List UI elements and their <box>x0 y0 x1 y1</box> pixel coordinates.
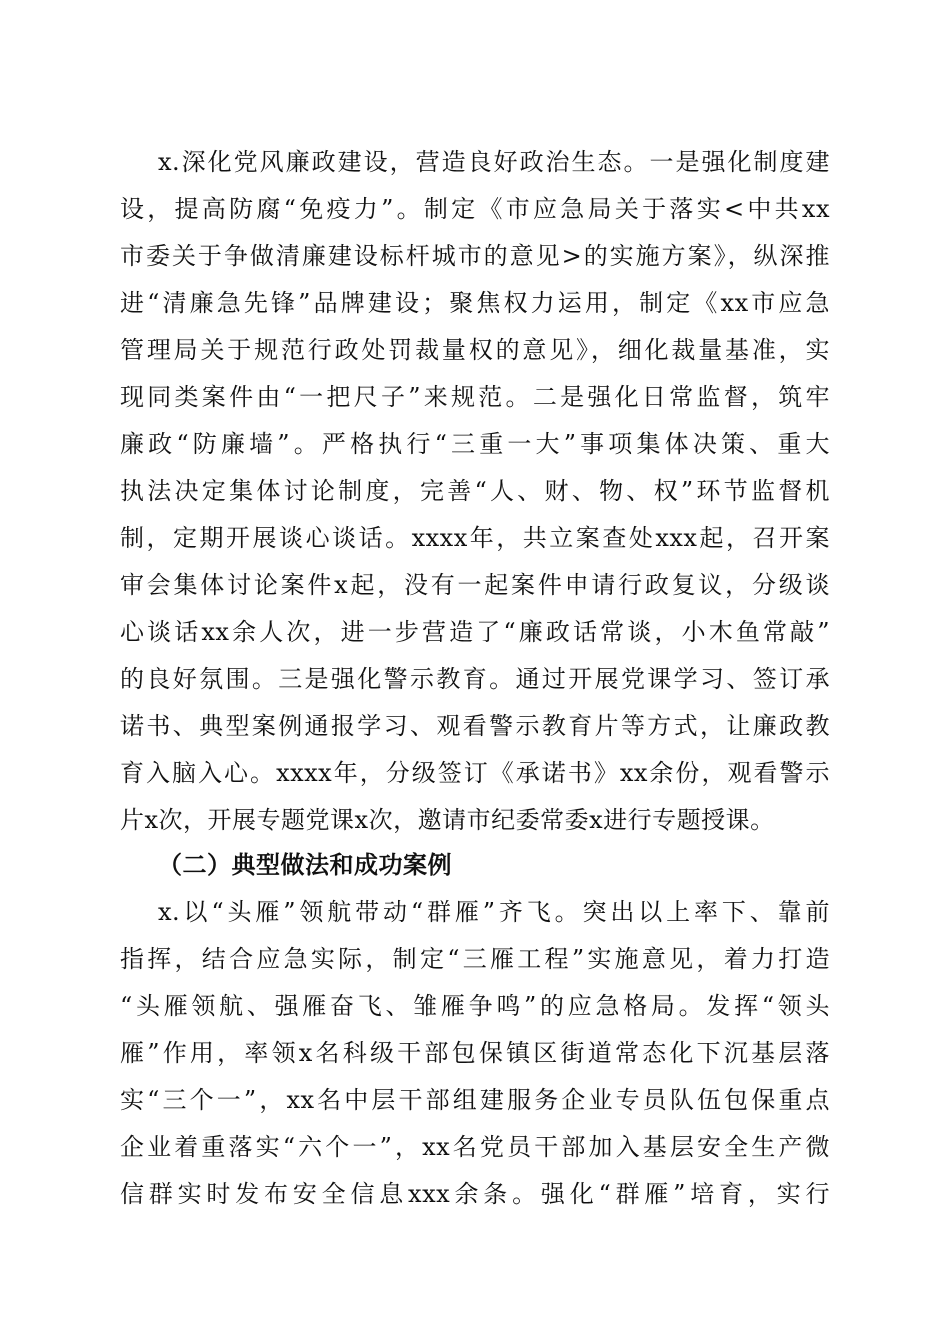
paragraph-line: 信群实时发布安全信息xxx余条。强化“群雁”培育，实行 <box>120 1180 830 1208</box>
paragraph-line: 廉政“防廉墙”。严格执行“三重一大”事项集体决策、重大 <box>120 430 830 458</box>
paragraph-line: 市委关于争做清廉建设标杆城市的意见>的实施方案》，纵深推 <box>120 242 830 270</box>
paragraph-line: 企业着重落实“六个一”，xx名党员干部加入基层安全生产微 <box>120 1133 830 1161</box>
paragraph-line: x.深化党风廉政建设，营造良好政治生态。一是强化制度建 <box>158 148 830 176</box>
paragraph-line: 育入脑入心。xxxx年，分级签订《承诺书》xx余份，观看警示 <box>120 759 830 787</box>
paragraph-line: “头雁领航、强雁奋飞、雏雁争鸣”的应急格局。发挥“领头 <box>120 992 830 1020</box>
paragraph-line: 片x次，开展专题党课x次，邀请市纪委常委x进行专题授课。 <box>120 806 775 834</box>
paragraph-line: 实“三个一”，xx名中层干部组建服务企业专员队伍包保重点 <box>120 1086 830 1114</box>
paragraph-line: 进“清廉急先锋”品牌建设；聚焦权力运用，制定《xx市应急 <box>120 289 830 317</box>
paragraph-line: 审会集体讨论案件x起，没有一起案件申请行政复议，分级谈 <box>120 571 830 599</box>
paragraph-line: 诺书、典型案例通报学习、观看警示教育片等方式，让廉政教 <box>120 712 830 740</box>
paragraph-line: 设，提高防腐“免疫力”。制定《市应急局关于落实<中共xx <box>120 195 830 223</box>
paragraph-line: 执法决定集体讨论制度，完善“人、财、物、权”环节监督机 <box>120 477 830 505</box>
paragraph-line: 管理局关于规范行政处罚裁量权的意见》，细化裁量基准，实 <box>120 336 830 364</box>
paragraph-line: 心谈话xx余人次，进一步营造了“廉政话常谈，小木鱼常敲” <box>120 618 830 646</box>
paragraph-line: 指挥，结合应急实际，制定“三雁工程”实施意见，着力打造 <box>120 945 830 973</box>
section-heading: （二）典型做法和成功案例 <box>158 850 452 879</box>
paragraph-line: 现同类案件由“一把尺子”来规范。二是强化日常监督，筑牢 <box>120 383 830 411</box>
paragraph-line: 的良好氛围。三是强化警示教育。通过开展党课学习、签订承 <box>120 665 830 693</box>
paragraph-line: 制，定期开展谈心谈话。xxxx年，共立案查处xxx起，召开案 <box>120 524 830 552</box>
paragraph-line: x.以“头雁”领航带动“群雁”齐飞。突出以上率下、靠前 <box>158 898 830 926</box>
paragraph-line: 雁”作用，率领x名科级干部包保镇区街道常态化下沉基层落 <box>120 1039 830 1067</box>
